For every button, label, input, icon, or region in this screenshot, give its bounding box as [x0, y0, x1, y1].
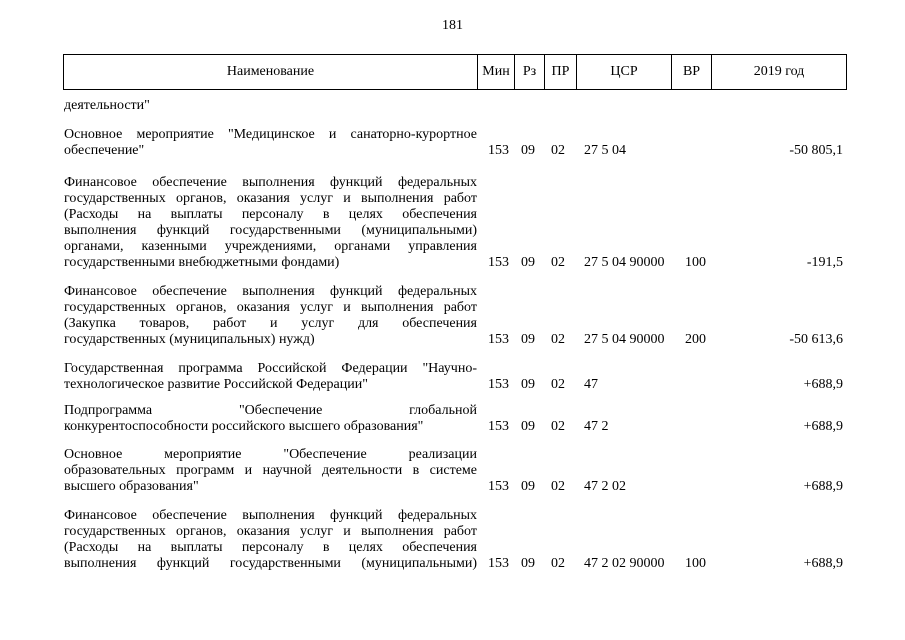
cell-min: 153	[488, 332, 509, 347]
header-csr: ЦСР	[577, 55, 672, 89]
cell-vr: 100	[685, 556, 706, 571]
cell-amount: +688,9	[803, 377, 843, 392]
cell-rz: 09	[521, 479, 535, 494]
page-number: 181	[442, 18, 463, 33]
name-line: деятельности"	[64, 98, 150, 113]
cell-amount: -50 613,6	[789, 332, 843, 347]
name-line: конкурентоспособности российского высшего образования"	[64, 419, 424, 434]
row-name	[64, 508, 477, 572]
name-line: Основное мероприятие "Медицинское и санаторно-курортное	[64, 127, 477, 142]
name-line: Финансовое обеспечение выполнения функций федеральных	[64, 508, 477, 523]
row-name	[64, 284, 477, 348]
name-line: (Расходы на выплаты персоналу в целях обеспечения	[64, 540, 477, 555]
name-line: (Расходы на выплаты персоналу в целях обеспечения	[64, 207, 477, 222]
cell-csr: 47 2 02 90000	[584, 556, 665, 571]
name-line: государственных органов, оказания услуг и выполнения работ	[64, 300, 477, 315]
row-name	[64, 127, 477, 159]
cell-csr: 47	[584, 377, 598, 392]
name-line: выполнения функций государственными (муниципальными)	[64, 223, 477, 238]
table-header	[63, 54, 847, 90]
cell-pr: 02	[551, 377, 565, 392]
cell-vr: 200	[685, 332, 706, 347]
cell-csr: 47 2	[584, 419, 609, 434]
cell-csr: 47 2 02	[584, 479, 626, 494]
cell-min: 153	[488, 377, 509, 392]
cell-min: 153	[488, 255, 509, 270]
header-year: 2019 год	[753, 64, 805, 79]
row-name	[64, 361, 477, 393]
row-name	[64, 447, 477, 495]
name-line: выполнения функций государственными (муниципальными)	[64, 556, 477, 571]
cell-pr: 02	[551, 419, 565, 434]
name-line: государственных (муниципальных) нужд)	[64, 332, 315, 347]
name-line: Финансовое обеспечение выполнения функций федеральных	[64, 175, 477, 190]
name-line: обеспечение"	[64, 143, 145, 158]
cell-amount: +688,9	[803, 479, 843, 494]
cell-amount: +688,9	[803, 419, 843, 434]
cell-pr: 02	[551, 332, 565, 347]
header-vr: ВР	[672, 55, 712, 89]
cell-pr: 02	[551, 143, 565, 158]
name-line: государственными внебюджетными фондами)	[64, 255, 340, 270]
name-line: государственных органов, оказания услуг и выполнения работ	[64, 524, 477, 539]
name-line: Финансовое обеспечение выполнения функций федеральных	[64, 284, 477, 299]
cell-rz: 09	[521, 143, 535, 158]
name-line: Государственная программа Российской Федерации "Научно-	[64, 361, 477, 376]
cell-csr: 27 5 04	[584, 143, 626, 158]
header-min: Мин	[478, 55, 515, 89]
cell-min: 153	[488, 556, 509, 571]
cell-rz: 09	[521, 419, 535, 434]
cell-min: 153	[488, 143, 509, 158]
cell-pr: 02	[551, 255, 565, 270]
name-line: Подпрограмма "Обеспечение глобальной	[64, 403, 477, 418]
cell-amount: +688,9	[803, 556, 843, 571]
cell-pr: 02	[551, 556, 565, 571]
name-line: технологическое развитие Российской Федерации"	[64, 377, 368, 392]
row-name	[64, 175, 477, 271]
name-line: (Закупка товаров, работ и услуг для обеспечения	[64, 316, 477, 331]
name-line: Основное мероприятие "Обеспечение реализации	[64, 447, 477, 462]
header-pr: ПР	[545, 55, 577, 89]
header-name: Наименование	[64, 55, 478, 89]
cell-min: 153	[488, 419, 509, 434]
cell-rz: 09	[521, 377, 535, 392]
name-line: государственных органов, оказания услуг и выполнения работ	[64, 191, 477, 206]
cell-csr: 27 5 04 90000	[584, 332, 665, 347]
cell-vr: 100	[685, 255, 706, 270]
row-name	[64, 98, 477, 114]
cell-min: 153	[488, 479, 509, 494]
cell-csr: 27 5 04 90000	[584, 255, 665, 270]
cell-rz: 09	[521, 332, 535, 347]
name-line: высшего образования"	[64, 479, 199, 494]
cell-rz: 09	[521, 255, 535, 270]
cell-amount: -50 805,1	[789, 143, 843, 158]
cell-pr: 02	[551, 479, 565, 494]
name-line: органами, казенными учреждениями, органами управления	[64, 239, 477, 254]
cell-amount: -191,5	[806, 255, 843, 270]
name-line: образовательных программ и научной деятельности в системе	[64, 463, 477, 478]
header-rz: Рз	[515, 55, 545, 89]
row-name	[64, 403, 477, 435]
cell-rz: 09	[521, 556, 535, 571]
